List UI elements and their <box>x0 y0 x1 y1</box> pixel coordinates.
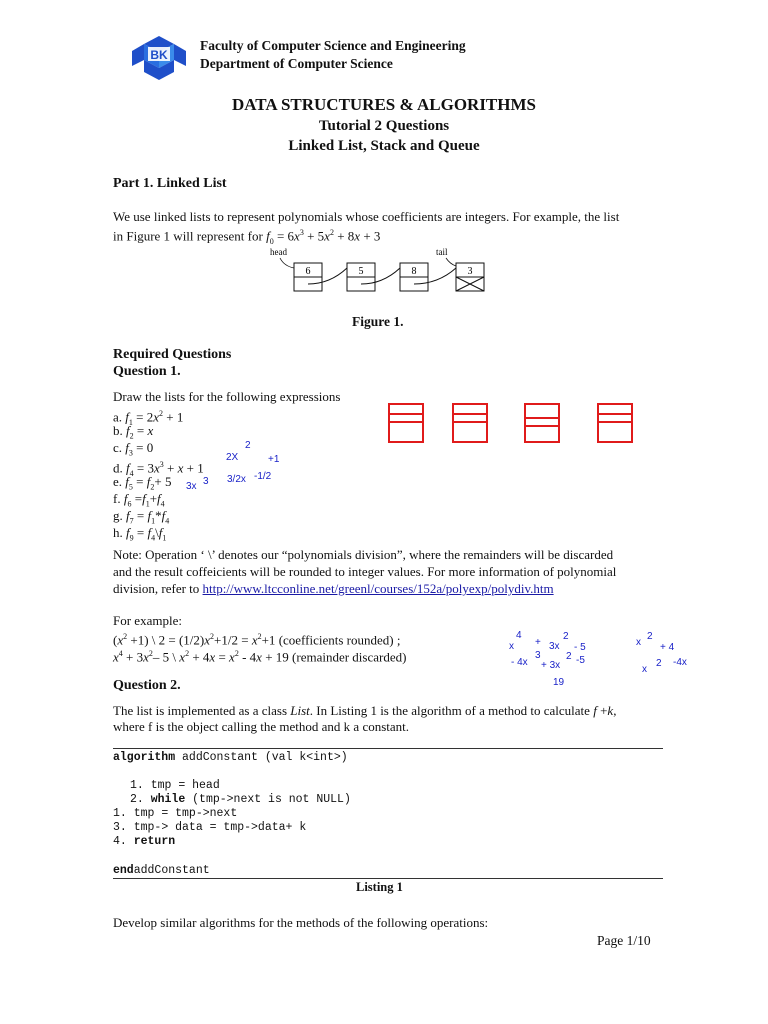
handwriting-note: x <box>509 641 514 652</box>
handwriting-note: x <box>642 664 647 675</box>
listing-end: endaddConstant <box>113 864 210 877</box>
logo-text: BK <box>150 48 168 62</box>
handwriting-note: 3 <box>203 476 209 487</box>
develop-text: Develop similar algorithms for the methods of the following operations: <box>113 915 489 930</box>
listing-signature: algorithm addConstant (val k<int>) <box>113 751 348 764</box>
handwriting-note: +1 <box>268 454 280 465</box>
note-line-2: and the result coffeicients will be rounded to integer values. For more information of polynomial <box>113 564 617 579</box>
handwriting-note: 2 <box>566 651 572 662</box>
course-title: DATA STRUCTURES & ALGORITHMS <box>231 95 536 114</box>
q2-line-1: The list is implemented as a class List. In Listing 1 is the algorithm of a method to calculate f +k, <box>113 703 617 718</box>
drawn-node-box <box>388 403 424 443</box>
q1-prompt: Draw the lists for the following expressions <box>113 389 341 404</box>
q1-item-g: g. $f_7 = f_1*f_4$ <box>113 508 170 526</box>
polydiv-link[interactable]: http://www.ltcconline.net/greenl/courses/152a/polyexp/polydiv.htm <box>202 581 554 596</box>
tail-label: tail <box>436 247 448 257</box>
linked-list-figure <box>260 244 500 298</box>
department-name: Department of Computer Science <box>200 56 393 71</box>
listing-caption: Listing 1 <box>356 880 403 894</box>
topic-title: Linked List, Stack and Queue <box>288 138 480 154</box>
example-line-1: $(x^2 +1)$ \ $2 = (1/2)x^2+1/2 = x^2+1$ (coefficients rounded) ; <box>113 632 401 648</box>
drawn-node-box <box>597 403 633 443</box>
handwriting-note: + <box>535 637 541 648</box>
handwriting-note: - 5 <box>574 642 586 653</box>
question1-heading: Question 1. <box>113 364 181 379</box>
listing-line: 1. tmp = head <box>130 779 220 792</box>
q1-item-h: h. $f_9$ = $f_4\backslash f_1$ <box>113 525 167 543</box>
q1-item-e: e. $f_5 = f_2+ 5$ <box>113 474 172 492</box>
handwriting-note: 2X <box>226 452 239 463</box>
figure-caption: Figure 1. <box>352 314 404 329</box>
page-number: Page 1/10 <box>597 933 651 948</box>
example-label: For example: <box>113 613 182 628</box>
handwriting-note: x <box>636 637 641 648</box>
handwriting-note: 19 <box>553 677 565 688</box>
node-value: 6 <box>305 266 311 277</box>
listing-line: 3. tmp-> data = tmp->data+ k <box>113 821 307 834</box>
handwriting-note: + 4 <box>660 642 675 653</box>
listing-bottom-rule <box>113 878 663 879</box>
handwriting-note: 2 <box>245 440 251 451</box>
handwriting-note: 2 <box>647 631 653 642</box>
drawn-node-box <box>452 403 488 443</box>
faculty-name: Faculty of Computer Science and Engineering <box>200 38 466 53</box>
handwriting-note: - 4x <box>511 657 528 668</box>
head-label: head <box>270 247 287 257</box>
tutorial-title: Tutorial 2 Questions <box>318 118 450 134</box>
node-value: 8 <box>411 266 417 277</box>
part1-heading: Part 1. Linked List <box>113 176 227 191</box>
q1-item-b: b. $f_2 = x$ <box>113 423 154 441</box>
handwriting-note: 2 <box>563 631 569 642</box>
q2-line-2: where f is the object calling the method and k a constant. <box>113 719 410 734</box>
q1-item-a: a. $f_1 = 2x^2 + 1$ <box>113 409 184 427</box>
listing-line: 1. tmp = tmp->next <box>113 807 238 820</box>
listing-line: 2. while (tmp->next is not NULL) <box>130 793 351 806</box>
intro-line-1: We use linked lists to represent polynomials whose coefficients are integers. For example, the list <box>113 209 620 224</box>
required-questions-heading: Required Questions <box>113 347 232 362</box>
q1-item-c: c. $f_3 = 0$ <box>113 440 154 458</box>
node-value: 3 <box>467 266 473 277</box>
intro-line-2: in Figure 1 will represent for $f_0 = 6x^3 + 5x^2 + 8x + 3$ <box>113 228 381 246</box>
listing-top-rule <box>113 748 663 749</box>
note-line-3: division, refer to http://www.ltcconline.net/greenl/courses/152a/polyexp/polydiv.htm <box>113 581 554 596</box>
node-value: 5 <box>358 266 364 277</box>
q1-item-f: f. $f_6 =f_1+f_4$ <box>113 491 165 509</box>
handwriting-note: -1/2 <box>254 471 272 482</box>
university-logo <box>130 34 188 82</box>
handwriting-note: 3x <box>549 641 560 652</box>
example-line-2: $x^4 + 3x^2-$ 5 \ $x^2 + 4x = x^2 - 4x + 19$ (remainder discarded) <box>113 649 407 665</box>
note-line-1: Note: Operation ‘ \’ denotes our “polynomials division”, where the remainders will be discarded <box>113 547 614 562</box>
handwriting-note: 3/2x <box>227 474 246 485</box>
handwriting-note: 2 <box>656 658 662 669</box>
handwriting-note: + 3x <box>541 660 561 671</box>
handwriting-note: 4 <box>516 630 522 641</box>
handwriting-note: 3 <box>535 650 541 661</box>
question2-heading: Question 2. <box>113 678 181 693</box>
handwriting-note: -5 <box>576 655 585 666</box>
handwriting-note: 3x <box>186 481 197 492</box>
listing-line: 4. return <box>113 835 176 848</box>
drawn-node-box <box>524 403 560 443</box>
q1-item-d: d. $f_4 = 3x^3 + x + 1$ <box>113 460 204 478</box>
handwriting-note: -4x <box>673 657 687 668</box>
